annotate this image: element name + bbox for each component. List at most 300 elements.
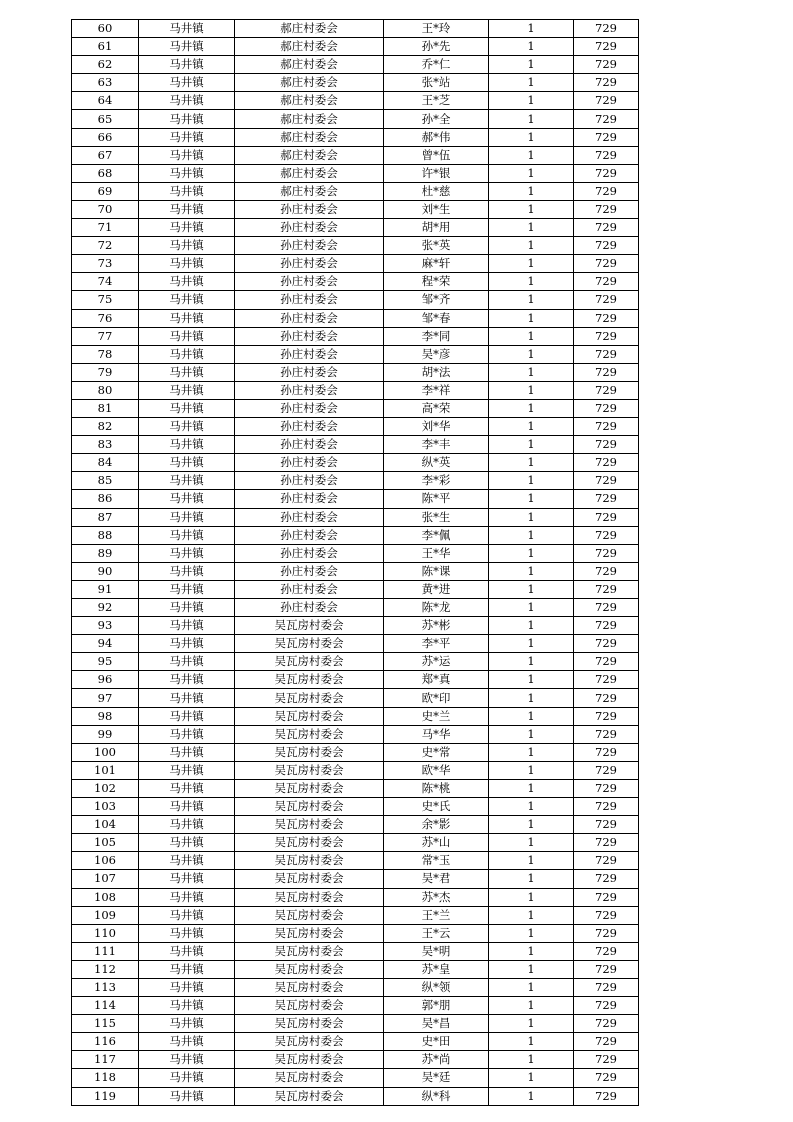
town-cell: 马井镇 xyxy=(139,707,235,725)
table-row xyxy=(72,779,639,797)
row-number-cell: 108 xyxy=(72,888,139,906)
name-cell: 吴*廷 xyxy=(384,1069,489,1087)
village-committee-cell: 孙庄村委会 xyxy=(235,436,384,454)
village-committee-cell: 郝庄村委会 xyxy=(235,20,384,38)
village-committee-cell: 郝庄村委会 xyxy=(235,128,384,146)
table-row xyxy=(72,816,639,834)
row-number-cell: 62 xyxy=(72,56,139,74)
name-cell: 苏*山 xyxy=(384,834,489,852)
name-cell: 苏*彬 xyxy=(384,617,489,635)
name-cell: 郑*真 xyxy=(384,671,489,689)
count-cell: 1 xyxy=(489,327,574,345)
count-cell: 1 xyxy=(489,942,574,960)
count-cell: 1 xyxy=(489,454,574,472)
town-cell: 马井镇 xyxy=(139,689,235,707)
town-cell: 马井镇 xyxy=(139,779,235,797)
count-cell: 1 xyxy=(489,798,574,816)
count-cell: 1 xyxy=(489,74,574,92)
village-committee-cell: 郝庄村委会 xyxy=(235,38,384,56)
name-cell: 欧*华 xyxy=(384,761,489,779)
amount-cell: 729 xyxy=(574,526,639,544)
amount-cell: 729 xyxy=(574,635,639,653)
village-committee-cell: 孙庄村委会 xyxy=(235,219,384,237)
name-cell: 王*玲 xyxy=(384,20,489,38)
amount-cell: 729 xyxy=(574,200,639,218)
village-committee-cell: 吴瓦房村委会 xyxy=(235,870,384,888)
name-cell: 纵*领 xyxy=(384,978,489,996)
table-row xyxy=(72,20,639,38)
name-cell: 王*芝 xyxy=(384,92,489,110)
table-row xyxy=(72,164,639,182)
amount-cell: 729 xyxy=(574,345,639,363)
row-number-cell: 95 xyxy=(72,653,139,671)
count-cell: 1 xyxy=(489,472,574,490)
table-row xyxy=(72,1033,639,1051)
table-row xyxy=(72,200,639,218)
table-body xyxy=(72,20,639,1106)
town-cell: 马井镇 xyxy=(139,725,235,743)
name-cell: 史*氏 xyxy=(384,798,489,816)
village-committee-cell: 孙庄村委会 xyxy=(235,345,384,363)
row-number-cell: 102 xyxy=(72,779,139,797)
row-number-cell: 115 xyxy=(72,1015,139,1033)
name-cell: 史*兰 xyxy=(384,707,489,725)
table-row xyxy=(72,906,639,924)
town-cell: 马井镇 xyxy=(139,182,235,200)
town-cell: 马井镇 xyxy=(139,562,235,580)
row-number-cell: 107 xyxy=(72,870,139,888)
name-cell: 李*祥 xyxy=(384,381,489,399)
town-cell: 马井镇 xyxy=(139,743,235,761)
table-row xyxy=(72,146,639,164)
village-committee-cell: 吴瓦房村委会 xyxy=(235,1069,384,1087)
amount-cell: 729 xyxy=(574,942,639,960)
row-number-cell: 85 xyxy=(72,472,139,490)
name-cell: 胡*法 xyxy=(384,363,489,381)
count-cell: 1 xyxy=(489,689,574,707)
name-cell: 邹*春 xyxy=(384,309,489,327)
amount-cell: 729 xyxy=(574,164,639,182)
table-row xyxy=(72,653,639,671)
town-cell: 马井镇 xyxy=(139,20,235,38)
count-cell: 1 xyxy=(489,345,574,363)
row-number-cell: 99 xyxy=(72,725,139,743)
row-number-cell: 71 xyxy=(72,219,139,237)
village-committee-cell: 吴瓦房村委会 xyxy=(235,978,384,996)
count-cell: 1 xyxy=(489,852,574,870)
table-row xyxy=(72,562,639,580)
row-number-cell: 77 xyxy=(72,327,139,345)
name-cell: 陈*平 xyxy=(384,490,489,508)
town-cell: 马井镇 xyxy=(139,1087,235,1105)
village-committee-cell: 孙庄村委会 xyxy=(235,200,384,218)
amount-cell: 729 xyxy=(574,653,639,671)
name-cell: 余*影 xyxy=(384,816,489,834)
name-cell: 张*英 xyxy=(384,237,489,255)
name-cell: 史*常 xyxy=(384,743,489,761)
row-number-cell: 67 xyxy=(72,146,139,164)
name-cell: 纵*英 xyxy=(384,454,489,472)
town-cell: 马井镇 xyxy=(139,146,235,164)
row-number-cell: 75 xyxy=(72,291,139,309)
count-cell: 1 xyxy=(489,870,574,888)
village-committee-cell: 吴瓦房村委会 xyxy=(235,617,384,635)
count-cell: 1 xyxy=(489,960,574,978)
town-cell: 马井镇 xyxy=(139,345,235,363)
amount-cell: 729 xyxy=(574,888,639,906)
town-cell: 马井镇 xyxy=(139,38,235,56)
row-number-cell: 114 xyxy=(72,997,139,1015)
table-row xyxy=(72,381,639,399)
amount-cell: 729 xyxy=(574,743,639,761)
count-cell: 1 xyxy=(489,671,574,689)
amount-cell: 729 xyxy=(574,381,639,399)
town-cell: 马井镇 xyxy=(139,888,235,906)
village-committee-cell: 郝庄村委会 xyxy=(235,56,384,74)
village-committee-cell: 郝庄村委会 xyxy=(235,182,384,200)
name-cell: 杜*慈 xyxy=(384,182,489,200)
count-cell: 1 xyxy=(489,1051,574,1069)
count-cell: 1 xyxy=(489,146,574,164)
table-row xyxy=(72,38,639,56)
town-cell: 马井镇 xyxy=(139,74,235,92)
table-row xyxy=(72,363,639,381)
town-cell: 马井镇 xyxy=(139,599,235,617)
table-row xyxy=(72,960,639,978)
village-committee-cell: 吴瓦房村委会 xyxy=(235,834,384,852)
village-committee-cell: 郝庄村委会 xyxy=(235,146,384,164)
amount-cell: 729 xyxy=(574,725,639,743)
count-cell: 1 xyxy=(489,309,574,327)
village-committee-cell: 吴瓦房村委会 xyxy=(235,906,384,924)
village-committee-cell: 吴瓦房村委会 xyxy=(235,689,384,707)
town-cell: 马井镇 xyxy=(139,418,235,436)
table-row xyxy=(72,74,639,92)
row-number-cell: 119 xyxy=(72,1087,139,1105)
table-row xyxy=(72,599,639,617)
amount-cell: 729 xyxy=(574,490,639,508)
count-cell: 1 xyxy=(489,128,574,146)
name-cell: 欧*印 xyxy=(384,689,489,707)
village-committee-cell: 吴瓦房村委会 xyxy=(235,1015,384,1033)
count-cell: 1 xyxy=(489,888,574,906)
name-cell: 王*华 xyxy=(384,544,489,562)
row-number-cell: 110 xyxy=(72,924,139,942)
village-committee-cell: 孙庄村委会 xyxy=(235,291,384,309)
row-number-cell: 109 xyxy=(72,906,139,924)
row-number-cell: 82 xyxy=(72,418,139,436)
row-number-cell: 105 xyxy=(72,834,139,852)
amount-cell: 729 xyxy=(574,273,639,291)
row-number-cell: 117 xyxy=(72,1051,139,1069)
town-cell: 马井镇 xyxy=(139,816,235,834)
row-number-cell: 93 xyxy=(72,617,139,635)
town-cell: 马井镇 xyxy=(139,164,235,182)
count-cell: 1 xyxy=(489,1015,574,1033)
name-cell: 苏*皇 xyxy=(384,960,489,978)
table-row xyxy=(72,671,639,689)
town-cell: 马井镇 xyxy=(139,436,235,454)
table-row xyxy=(72,128,639,146)
table-row xyxy=(72,436,639,454)
count-cell: 1 xyxy=(489,562,574,580)
name-cell: 吴*明 xyxy=(384,942,489,960)
town-cell: 马井镇 xyxy=(139,1015,235,1033)
village-committee-cell: 孙庄村委会 xyxy=(235,544,384,562)
table-row xyxy=(72,1069,639,1087)
table-row xyxy=(72,309,639,327)
table-row xyxy=(72,327,639,345)
amount-cell: 729 xyxy=(574,978,639,996)
name-cell: 孙*全 xyxy=(384,110,489,128)
table-row xyxy=(72,418,639,436)
table-row xyxy=(72,1087,639,1105)
amount-cell: 729 xyxy=(574,1051,639,1069)
town-cell: 马井镇 xyxy=(139,273,235,291)
village-committee-cell: 孙庄村委会 xyxy=(235,237,384,255)
table-row xyxy=(72,454,639,472)
name-cell: 王*兰 xyxy=(384,906,489,924)
row-number-cell: 86 xyxy=(72,490,139,508)
count-cell: 1 xyxy=(489,255,574,273)
row-number-cell: 74 xyxy=(72,273,139,291)
row-number-cell: 89 xyxy=(72,544,139,562)
town-cell: 马井镇 xyxy=(139,870,235,888)
count-cell: 1 xyxy=(489,1069,574,1087)
amount-cell: 729 xyxy=(574,56,639,74)
count-cell: 1 xyxy=(489,1087,574,1105)
village-committee-cell: 吴瓦房村委会 xyxy=(235,997,384,1015)
table-row xyxy=(72,291,639,309)
name-cell: 高*荣 xyxy=(384,399,489,417)
town-cell: 马井镇 xyxy=(139,327,235,345)
count-cell: 1 xyxy=(489,182,574,200)
table-row xyxy=(72,273,639,291)
table-row xyxy=(72,707,639,725)
row-number-cell: 116 xyxy=(72,1033,139,1051)
name-cell: 张*生 xyxy=(384,508,489,526)
count-cell: 1 xyxy=(489,978,574,996)
village-committee-cell: 吴瓦房村委会 xyxy=(235,743,384,761)
amount-cell: 729 xyxy=(574,906,639,924)
village-committee-cell: 孙庄村委会 xyxy=(235,526,384,544)
count-cell: 1 xyxy=(489,490,574,508)
name-cell: 纵*科 xyxy=(384,1087,489,1105)
table-row xyxy=(72,345,639,363)
table-row xyxy=(72,92,639,110)
count-cell: 1 xyxy=(489,200,574,218)
row-number-cell: 101 xyxy=(72,761,139,779)
table-row xyxy=(72,689,639,707)
table-row xyxy=(72,635,639,653)
table-row xyxy=(72,798,639,816)
count-cell: 1 xyxy=(489,1033,574,1051)
amount-cell: 729 xyxy=(574,707,639,725)
name-cell: 史*田 xyxy=(384,1033,489,1051)
name-cell: 胡*用 xyxy=(384,219,489,237)
row-number-cell: 98 xyxy=(72,707,139,725)
count-cell: 1 xyxy=(489,653,574,671)
name-cell: 吴*彦 xyxy=(384,345,489,363)
village-committee-cell: 孙庄村委会 xyxy=(235,381,384,399)
village-committee-cell: 孙庄村委会 xyxy=(235,472,384,490)
row-number-cell: 79 xyxy=(72,363,139,381)
town-cell: 马井镇 xyxy=(139,92,235,110)
name-cell: 孙*先 xyxy=(384,38,489,56)
row-number-cell: 96 xyxy=(72,671,139,689)
name-cell: 王*云 xyxy=(384,924,489,942)
count-cell: 1 xyxy=(489,237,574,255)
row-number-cell: 80 xyxy=(72,381,139,399)
town-cell: 马井镇 xyxy=(139,309,235,327)
town-cell: 马井镇 xyxy=(139,834,235,852)
village-committee-cell: 吴瓦房村委会 xyxy=(235,1051,384,1069)
town-cell: 马井镇 xyxy=(139,291,235,309)
amount-cell: 729 xyxy=(574,816,639,834)
table-row xyxy=(72,110,639,128)
row-number-cell: 90 xyxy=(72,562,139,580)
row-number-cell: 92 xyxy=(72,599,139,617)
count-cell: 1 xyxy=(489,219,574,237)
town-cell: 马井镇 xyxy=(139,1069,235,1087)
village-committee-cell: 郝庄村委会 xyxy=(235,74,384,92)
name-cell: 苏*杰 xyxy=(384,888,489,906)
table-row xyxy=(72,743,639,761)
table-row xyxy=(72,725,639,743)
name-cell: 陈*课 xyxy=(384,562,489,580)
amount-cell: 729 xyxy=(574,689,639,707)
name-cell: 麻*轩 xyxy=(384,255,489,273)
row-number-cell: 84 xyxy=(72,454,139,472)
town-cell: 马井镇 xyxy=(139,255,235,273)
town-cell: 马井镇 xyxy=(139,219,235,237)
village-committee-cell: 吴瓦房村委会 xyxy=(235,960,384,978)
table-row xyxy=(72,888,639,906)
town-cell: 马井镇 xyxy=(139,399,235,417)
amount-cell: 729 xyxy=(574,128,639,146)
town-cell: 马井镇 xyxy=(139,1051,235,1069)
name-cell: 李*丰 xyxy=(384,436,489,454)
amount-cell: 729 xyxy=(574,580,639,598)
count-cell: 1 xyxy=(489,707,574,725)
name-cell: 李*平 xyxy=(384,635,489,653)
town-cell: 马井镇 xyxy=(139,671,235,689)
count-cell: 1 xyxy=(489,110,574,128)
amount-cell: 729 xyxy=(574,219,639,237)
amount-cell: 729 xyxy=(574,20,639,38)
village-committee-cell: 吴瓦房村委会 xyxy=(235,816,384,834)
table-row xyxy=(72,399,639,417)
village-committee-cell: 孙庄村委会 xyxy=(235,580,384,598)
village-committee-cell: 孙庄村委会 xyxy=(235,273,384,291)
name-cell: 程*荣 xyxy=(384,273,489,291)
village-committee-cell: 孙庄村委会 xyxy=(235,399,384,417)
table-row xyxy=(72,924,639,942)
name-cell: 李*彩 xyxy=(384,472,489,490)
name-cell: 郝*伟 xyxy=(384,128,489,146)
row-number-cell: 70 xyxy=(72,200,139,218)
village-committee-cell: 郝庄村委会 xyxy=(235,92,384,110)
town-cell: 马井镇 xyxy=(139,56,235,74)
count-cell: 1 xyxy=(489,599,574,617)
count-cell: 1 xyxy=(489,725,574,743)
count-cell: 1 xyxy=(489,381,574,399)
count-cell: 1 xyxy=(489,617,574,635)
table-row xyxy=(72,182,639,200)
row-number-cell: 81 xyxy=(72,399,139,417)
row-number-cell: 66 xyxy=(72,128,139,146)
row-number-cell: 111 xyxy=(72,942,139,960)
name-cell: 黄*进 xyxy=(384,580,489,598)
name-cell: 刘*华 xyxy=(384,418,489,436)
row-number-cell: 63 xyxy=(72,74,139,92)
village-committee-cell: 孙庄村委会 xyxy=(235,454,384,472)
count-cell: 1 xyxy=(489,20,574,38)
village-committee-cell: 吴瓦房村委会 xyxy=(235,779,384,797)
count-cell: 1 xyxy=(489,816,574,834)
name-cell: 邹*齐 xyxy=(384,291,489,309)
amount-cell: 729 xyxy=(574,291,639,309)
name-cell: 刘*生 xyxy=(384,200,489,218)
town-cell: 马井镇 xyxy=(139,526,235,544)
name-cell: 陈*龙 xyxy=(384,599,489,617)
town-cell: 马井镇 xyxy=(139,490,235,508)
amount-cell: 729 xyxy=(574,436,639,454)
count-cell: 1 xyxy=(489,56,574,74)
amount-cell: 729 xyxy=(574,779,639,797)
village-committee-cell: 吴瓦房村委会 xyxy=(235,942,384,960)
row-number-cell: 91 xyxy=(72,580,139,598)
village-committee-cell: 孙庄村委会 xyxy=(235,418,384,436)
table-row xyxy=(72,580,639,598)
amount-cell: 729 xyxy=(574,309,639,327)
table-row xyxy=(72,56,639,74)
amount-cell: 729 xyxy=(574,960,639,978)
row-number-cell: 94 xyxy=(72,635,139,653)
count-cell: 1 xyxy=(489,834,574,852)
town-cell: 马井镇 xyxy=(139,1033,235,1051)
table-row xyxy=(72,870,639,888)
amount-cell: 729 xyxy=(574,472,639,490)
row-number-cell: 73 xyxy=(72,255,139,273)
town-cell: 马井镇 xyxy=(139,200,235,218)
town-cell: 马井镇 xyxy=(139,544,235,562)
village-committee-cell: 孙庄村委会 xyxy=(235,309,384,327)
count-cell: 1 xyxy=(489,399,574,417)
village-committee-cell: 孙庄村委会 xyxy=(235,508,384,526)
amount-cell: 729 xyxy=(574,38,639,56)
name-cell: 苏*运 xyxy=(384,653,489,671)
table-row xyxy=(72,544,639,562)
village-committee-cell: 吴瓦房村委会 xyxy=(235,888,384,906)
town-cell: 马井镇 xyxy=(139,363,235,381)
amount-cell: 729 xyxy=(574,399,639,417)
amount-cell: 729 xyxy=(574,1015,639,1033)
amount-cell: 729 xyxy=(574,599,639,617)
row-number-cell: 118 xyxy=(72,1069,139,1087)
table-row xyxy=(72,761,639,779)
row-number-cell: 60 xyxy=(72,20,139,38)
count-cell: 1 xyxy=(489,743,574,761)
amount-cell: 729 xyxy=(574,110,639,128)
town-cell: 马井镇 xyxy=(139,472,235,490)
village-committee-cell: 吴瓦房村委会 xyxy=(235,761,384,779)
data-table xyxy=(71,19,639,1106)
row-number-cell: 69 xyxy=(72,182,139,200)
name-cell: 陈*桃 xyxy=(384,779,489,797)
village-committee-cell: 吴瓦房村委会 xyxy=(235,1033,384,1051)
table-row xyxy=(72,942,639,960)
